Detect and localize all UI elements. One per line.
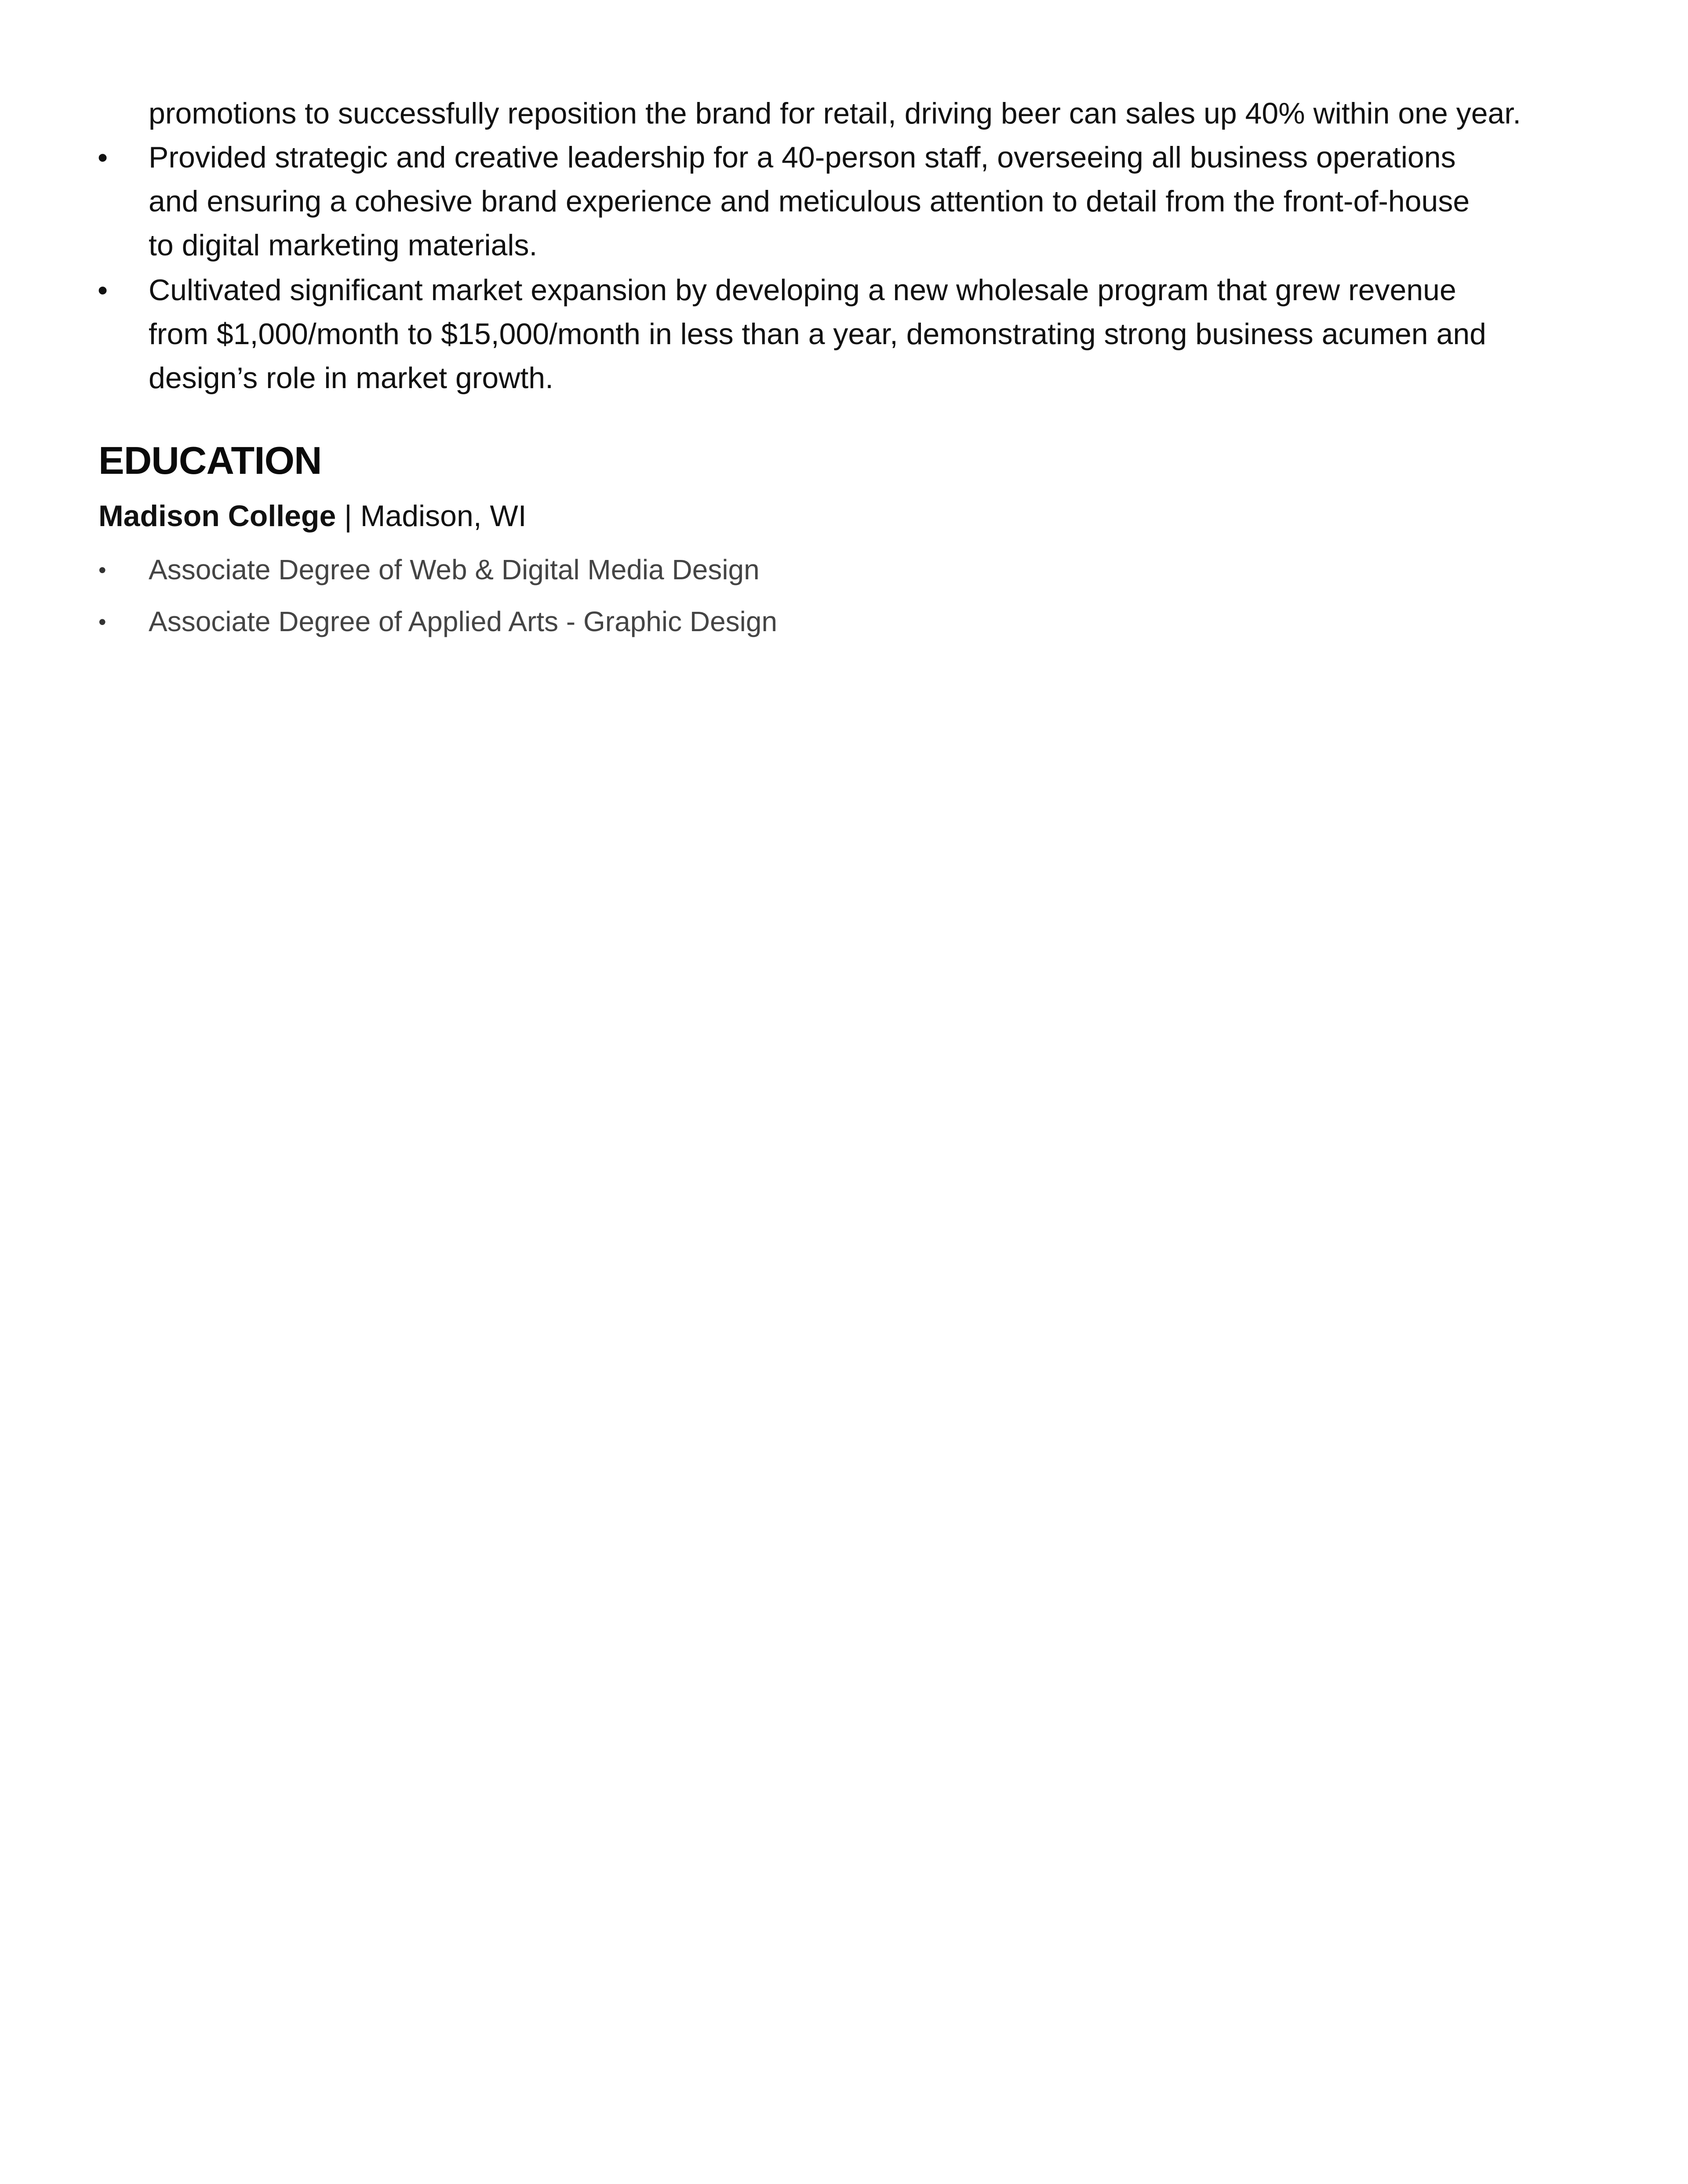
school-location: Madison, WI bbox=[360, 499, 527, 533]
bullet-text-line: Cultivated significant market expansion by developing a new wholesale program that grew revenue bbox=[149, 273, 1456, 307]
bullet-text-line: promotions to successfully reposition the brand for retail, driving beer can sales up 40% within one year. bbox=[149, 97, 1521, 130]
bullet-text-line: from $1,000/month to $15,000/month in less than a year, demonstrating strong business acumen and bbox=[149, 317, 1486, 351]
bullet-marker: • bbox=[98, 274, 108, 306]
bullet-text-line: and ensuring a cohesive brand experience and meticulous attention to detail from the front-of-house bbox=[149, 185, 1470, 218]
degree-bullet-marker: • bbox=[98, 558, 106, 582]
school-line bbox=[98, 494, 527, 538]
bullet-text-line: Provided strategic and creative leadership for a 40-person staff, overseeing all business operations bbox=[149, 141, 1456, 174]
bullet-text-line: to digital marketing materials. bbox=[149, 229, 538, 262]
education-heading: EDUCATION bbox=[98, 439, 322, 482]
school-name: Madison College bbox=[98, 499, 336, 533]
school-separator: | bbox=[336, 499, 360, 533]
bullet-marker: • bbox=[98, 141, 108, 174]
degree-item: Associate Degree of Web & Digital Media Design bbox=[149, 554, 760, 585]
bullet-text-line: design’s role in market growth. bbox=[149, 361, 553, 395]
degree-item: Associate Degree of Applied Arts - Graphic Design bbox=[149, 606, 778, 637]
degree-bullet-marker: • bbox=[98, 610, 106, 634]
